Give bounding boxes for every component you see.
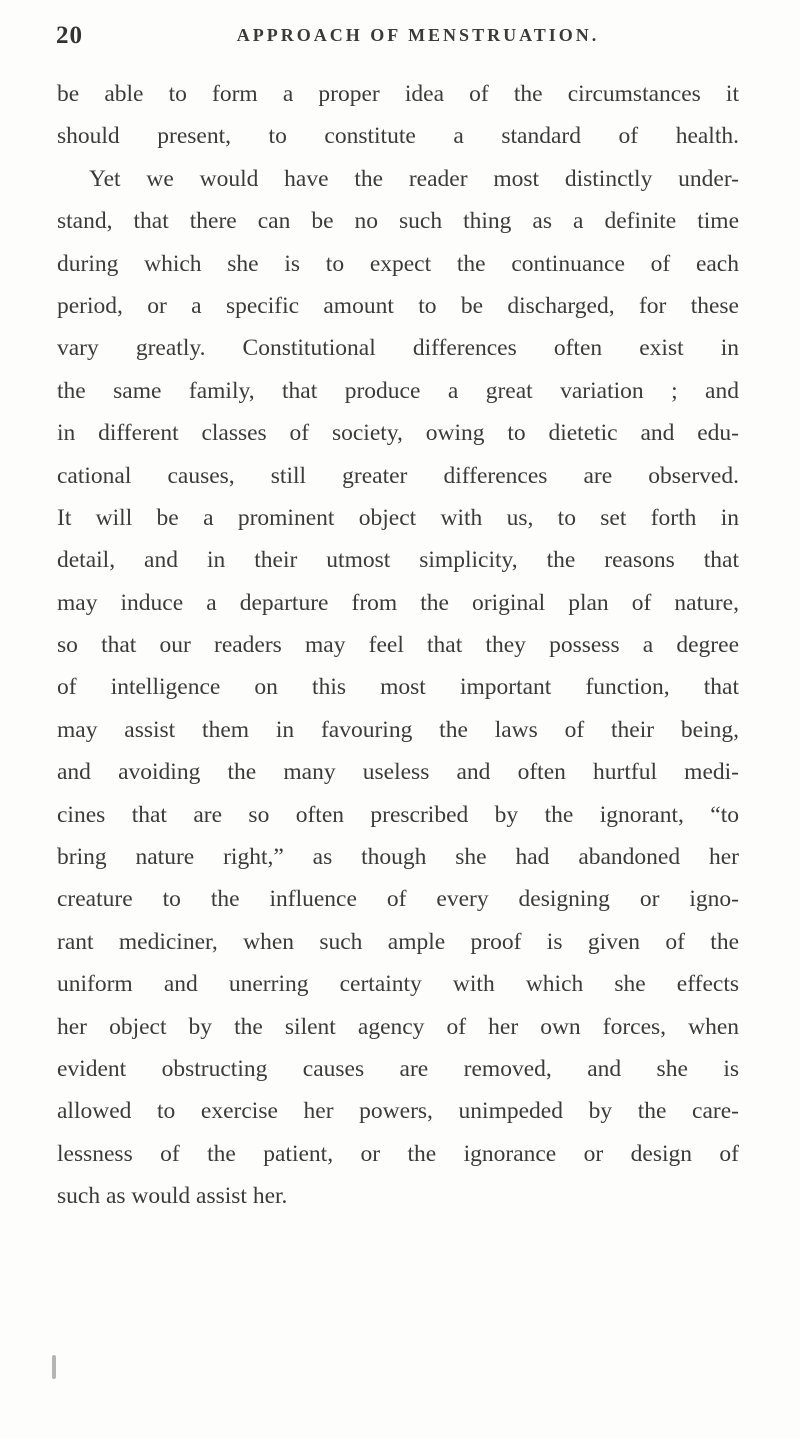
text-line: lessness of the patient, or the ignorance or design of <box>57 1140 739 1167</box>
text-line: so that our readers may feel that they possess a degree <box>57 632 739 659</box>
running-head-title: APPROACH OF MENSTRUATION. <box>236 25 600 45</box>
paragraph-last-line: such as would assist her. <box>57 1183 288 1210</box>
text-line: should present, to constitute a standard of health. <box>57 123 739 150</box>
text-line: in different classes of society, owing to dietetic and edu- <box>57 420 739 447</box>
text-line: rant mediciner, when such ample proof is given of the <box>57 928 739 955</box>
text-line: It will be a prominent object with us, to set forth in <box>57 504 739 531</box>
page-number: 20 <box>56 22 83 49</box>
text-line: evident obstructing causes are removed, and she is <box>57 1055 739 1082</box>
text-line: the same family, that produce a great variation ; and <box>57 377 739 404</box>
text-line: cines that are so often prescribed by the ignorant, “to <box>57 801 739 828</box>
text-line: allowed to exercise her powers, unimpeded by the care- <box>57 1098 739 1125</box>
running-head <box>56 22 740 52</box>
text-line: creature to the influence of every designing or igno- <box>57 886 739 913</box>
text-line: be able to form a proper idea of the circumstances it <box>57 81 739 107</box>
text-line: uniform and unerring certainty with which she effects <box>57 971 739 998</box>
text-line: her object by the silent agency of her own forces, when <box>57 1013 739 1040</box>
text-line: of intelligence on this most important function, that <box>57 674 739 701</box>
text-line: stand, that there can be no such thing as a definite time <box>57 208 739 235</box>
text-line: may assist them in favouring the laws of their being, <box>57 716 739 743</box>
text-line: period, or a specific amount to be discharged, for these <box>57 292 739 319</box>
text-line: bring nature right,” as though she had abandoned her <box>57 844 739 871</box>
text-line: vary greatly. Constitutional differences often exist in <box>57 335 739 362</box>
margin-ink-mark <box>52 1355 56 1379</box>
text-line: cational causes, still greater differences are observed. <box>57 462 739 489</box>
text-line: detail, and in their utmost simplicity, the reasons that <box>57 547 739 574</box>
paragraph-first-line: Yet we would have the reader most distinctly under- <box>89 165 739 192</box>
body-text <box>57 73 739 1218</box>
text-line: during which she is to expect the continuance of each <box>57 250 739 277</box>
text-line: and avoiding the many useless and often hurtful medi- <box>57 759 739 786</box>
text-line: may induce a departure from the original plan of nature, <box>57 589 739 616</box>
